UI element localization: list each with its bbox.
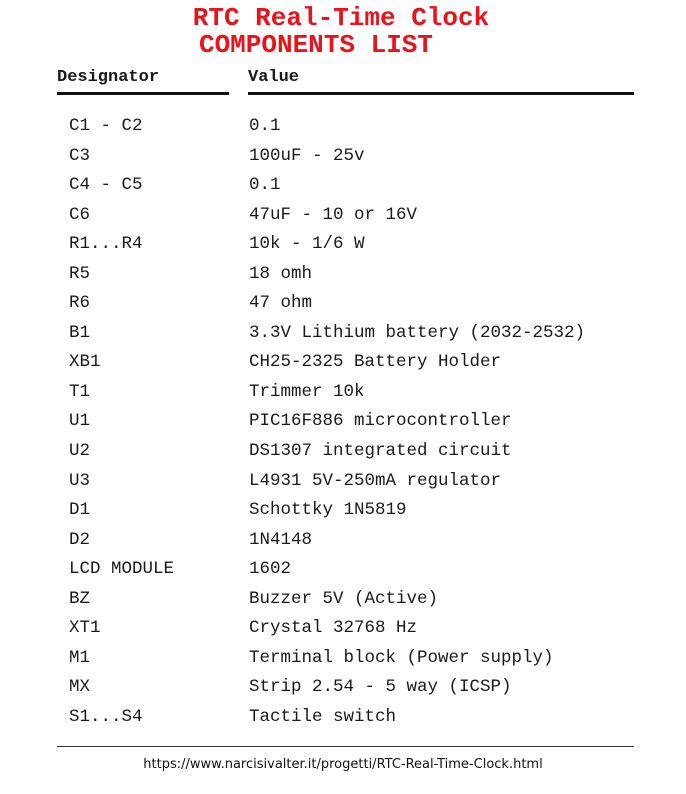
- designator-column-header: Designator: [57, 68, 160, 87]
- table-row: [0, 351, 686, 381]
- table-row: [0, 558, 686, 588]
- row-designator: D1: [69, 500, 91, 521]
- row-designator: S1...S4: [69, 706, 143, 727]
- row-value: 10k - 1/6 W: [249, 234, 365, 255]
- row-designator: R1...R4: [69, 234, 143, 255]
- designator-header-rule: [57, 92, 229, 95]
- page-subtitle: COMPONENTS LIST: [198, 30, 434, 60]
- row-designator: T1: [69, 381, 91, 402]
- table-row: [0, 410, 686, 440]
- footer-divider: [57, 746, 634, 747]
- row-designator: BZ: [69, 588, 91, 609]
- row-designator: B1: [69, 322, 91, 343]
- row-value: Tactile switch: [249, 706, 397, 727]
- row-designator: M1: [69, 647, 91, 668]
- table-row: [0, 292, 686, 322]
- row-designator: U1: [69, 411, 91, 432]
- row-designator: U2: [69, 441, 91, 462]
- row-designator: XT1: [69, 618, 101, 639]
- row-designator: LCD MODULE: [69, 559, 175, 580]
- row-designator: C4 - C5: [69, 175, 143, 196]
- value-column-header: Value: [248, 68, 300, 87]
- row-value: L4931 5V-250mA regulator: [249, 470, 502, 491]
- page-title: RTC Real-Time Clock: [192, 3, 490, 33]
- row-value: Buzzer 5V (Active): [249, 588, 439, 609]
- row-value: 1602: [249, 559, 292, 580]
- row-designator: U3: [69, 470, 91, 491]
- components-table: [0, 115, 686, 735]
- row-value: 0.1: [249, 175, 281, 196]
- table-row: [0, 233, 686, 263]
- table-row: [0, 647, 686, 677]
- row-value: 3.3V Lithium battery (2032-2532): [249, 322, 586, 343]
- table-row: [0, 588, 686, 618]
- row-designator: R6: [69, 293, 91, 314]
- row-designator: D2: [69, 529, 91, 550]
- table-row: [0, 381, 686, 411]
- row-value: CH25-2325 Battery Holder: [249, 352, 502, 373]
- table-row: [0, 499, 686, 529]
- row-value: Schottky 1N5819: [249, 500, 407, 521]
- table-row: [0, 322, 686, 352]
- row-value: PIC16F886 microcontroller: [249, 411, 512, 432]
- row-value: 47 ohm: [249, 293, 313, 314]
- table-row: [0, 145, 686, 175]
- footer-url: https://www.narcisivalter.it/progetti/RTC-Real-Time-Clock.html: [143, 757, 543, 772]
- table-row: [0, 617, 686, 647]
- row-designator: XB1: [69, 352, 101, 373]
- row-value: Strip 2.54 - 5 way (ICSP): [249, 677, 512, 698]
- row-value: DS1307 integrated circuit: [249, 441, 512, 462]
- row-value: 0.1: [249, 116, 281, 136]
- row-value: Crystal 32768 Hz: [249, 618, 418, 639]
- table-row: [0, 440, 686, 470]
- row-designator: C3: [69, 145, 91, 166]
- table-row: [0, 676, 686, 706]
- row-designator: MX: [69, 677, 91, 698]
- row-value: 18 omh: [249, 263, 313, 284]
- table-row: [0, 115, 686, 145]
- row-value: 1N4148: [249, 529, 313, 550]
- row-value: Trimmer 10k: [249, 381, 365, 402]
- value-header-rule: [248, 92, 634, 95]
- row-value: 100uF - 25v: [249, 145, 365, 166]
- table-row: [0, 174, 686, 204]
- table-row: [0, 263, 686, 293]
- table-row: [0, 470, 686, 500]
- table-row: [0, 204, 686, 234]
- table-row: [0, 529, 686, 559]
- table-row: [0, 706, 686, 736]
- row-value: 47uF - 10 or 16V: [249, 204, 418, 225]
- row-value: Terminal block (Power supply): [249, 647, 554, 668]
- row-designator: R5: [69, 263, 91, 284]
- row-designator: C6: [69, 204, 91, 225]
- row-designator: C1 - C2: [69, 116, 143, 136]
